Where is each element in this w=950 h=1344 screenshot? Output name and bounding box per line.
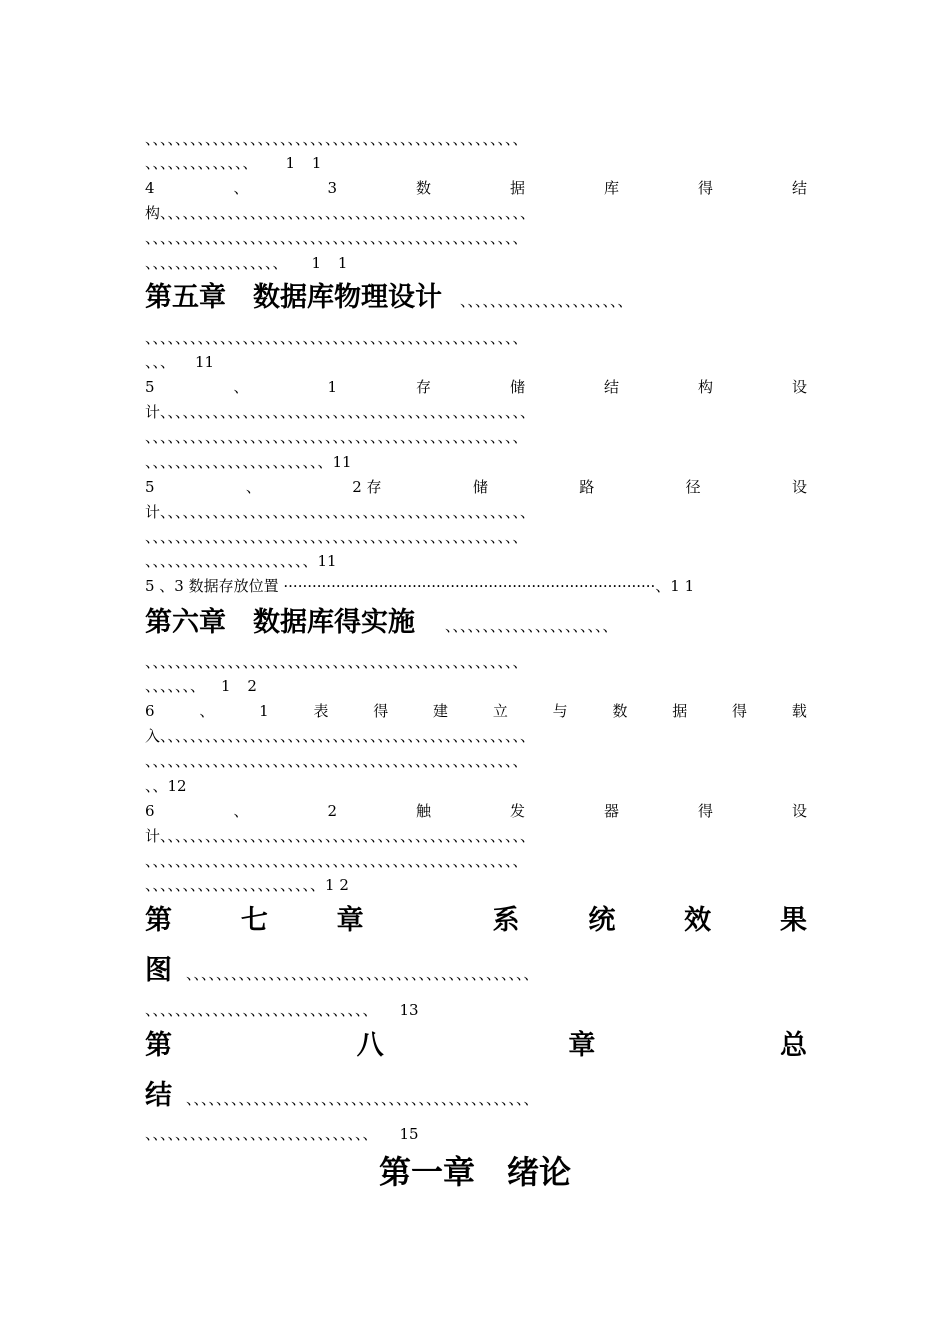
toc-chapter-7-cont — [145, 953, 807, 989]
toc-leader-line: 、、、、、、、、、、、、、、、、、、、、、、、、、、、、、、、、、、、、、、、、、、、、、、、、、、 — [145, 752, 528, 770]
toc-leader-line: 、、、、、、、、、、、、、、、、、、、、、、、1 2 — [145, 876, 349, 894]
toc-entry-5-1: 5 、 1 存 储 结 构 设 — [145, 378, 807, 396]
toc-chapter-5 — [145, 280, 807, 316]
toc-leader-line — [145, 252, 807, 274]
toc-leader-line: 计、、、、、、、、、、、、、、、、、、、、、、、、、、、、、、、、、、、、、、、、、、、、、、、、、 — [145, 503, 536, 521]
toc-page-number: 15 — [399, 1125, 419, 1143]
toc-leader: 、、、、、、、、、、、、、、、、、、 — [145, 254, 288, 272]
toc-page-number: 11 — [195, 353, 215, 371]
toc-page-number: 1 1 — [311, 254, 354, 272]
toc-leader: 、、、、、、、、、、、、、、、、、、、、、、 — [445, 617, 618, 635]
toc-leader-line: 计、、、、、、、、、、、、、、、、、、、、、、、、、、、、、、、、、、、、、、、、、、、、、、、、、 — [145, 827, 536, 845]
toc-entry-5-3: 5 、3 数据存放位置 ··············································································、1 1 — [145, 577, 695, 595]
chapter-1-title: 第一章 绪论 — [378, 1153, 571, 1191]
chapter-heading: 图 — [145, 955, 172, 986]
toc-leader: 、、、、、、、、、、、、、、、、、、、、、、、、、、、、、、、、、、、、、、、、、、、、、、 — [186, 1090, 539, 1108]
toc-leader-line: 、、、、、、、、、、、、、、、、、、、、、、、、、、、、、、、、、、、、、、、、、、、、、、、、、、 — [145, 329, 528, 347]
toc-leader-line: 、、、、、、、、、、、、、、、、、、、、、、、、、、、、、、、、、、、、、、、、、、、、、、、、、、 — [145, 130, 528, 148]
toc-page-number: 1 2 — [221, 677, 263, 695]
toc-leader-line — [145, 351, 807, 373]
toc-entry-4-3: 4 、 3 数 据 库 得 结 — [145, 179, 807, 197]
toc-chapter-8-cont — [145, 1078, 807, 1114]
toc-leader-line: 、、、、、、、、、、、、、、、、、、、、、、、、11 — [145, 453, 352, 471]
toc-leader-line: 入、、、、、、、、、、、、、、、、、、、、、、、、、、、、、、、、、、、、、、、、、、、、、、、、、 — [145, 727, 536, 745]
toc-page-number: 13 — [399, 1001, 419, 1019]
toc-chapter-8: 第 八 章 总 — [145, 1030, 807, 1061]
toc-leader-line: 、、、、、、、、、、、、、、、、、、、、、、、、、、、、、、、、、、、、、、、、、、、、、、、、、、 — [145, 229, 528, 247]
toc-leader-line — [145, 675, 807, 697]
toc-leader-line — [145, 999, 807, 1021]
toc-leader-line: 、、、、、、、、、、、、、、、、、、、、、、、、、、、、、、、、、、、、、、、、、、、、、、、、、、 — [145, 528, 528, 546]
toc-leader: 、、、、、、、、、、、、、、、、、、、、、、 — [460, 292, 633, 310]
toc-leader: 、、、、、、、 — [145, 677, 206, 695]
toc-leader-line: 、、、、、、、、、、、、、、、、、、、、、、11 — [145, 552, 337, 570]
toc-leader: 、、、、、、、、、、、、、、 — [145, 154, 258, 172]
chapter-heading: 结 — [145, 1080, 172, 1111]
toc-page-number: 1 1 — [285, 154, 328, 172]
toc-leader: 、、、、、、、、、、、、、、、、、、、、、、、、、、、、、、 — [145, 1001, 378, 1019]
toc-leader-line: 、、、、、、、、、、、、、、、、、、、、、、、、、、、、、、、、、、、、、、、、、、、、、、、、、、 — [145, 852, 528, 870]
toc-chapter-7: 第 七 章 系 统 效 果 — [145, 905, 807, 936]
toc-leader: 、、、、、、、、、、、、、、、、、、、、、、、、、、、、、、、、、、、、、、、、、、、、、、 — [186, 965, 539, 983]
toc-leader-line: 、、、、、、、、、、、、、、、、、、、、、、、、、、、、、、、、、、、、、、、、、、、、、、、、、、 — [145, 653, 528, 671]
toc-leader-line: 计、、、、、、、、、、、、、、、、、、、、、、、、、、、、、、、、、、、、、、、、、、、、、、、、、 — [145, 403, 536, 421]
toc-leader: 、、、、、、、、、、、、、、、、、、、、、、、、、、、、、、 — [145, 1125, 378, 1143]
toc-entry-6-2: 6 、 2 触 发 器 得 设 — [145, 802, 807, 820]
toc-leader-line: 构、、、、、、、、、、、、、、、、、、、、、、、、、、、、、、、、、、、、、、、、、、、、、、、、、 — [145, 204, 536, 222]
chapter-heading: 第五章 数据库物理设计 — [145, 282, 442, 313]
chapter-heading: 第六章 数据库得实施 — [145, 607, 415, 638]
toc-leader-line: 、、、、、、、、、、、、、、、、、、、、、、、、、、、、、、、、、、、、、、、、、、、、、、、、、、 — [145, 428, 528, 446]
toc-leader-line — [145, 152, 807, 174]
toc-leader-line: 、、12 — [145, 777, 187, 795]
toc-leader: 、、、 — [145, 353, 176, 371]
toc-entry-5-2: 5 、 2 存 储 路 径 设 — [145, 478, 807, 496]
toc-chapter-6 — [145, 605, 807, 641]
toc-leader-line — [145, 1123, 807, 1145]
toc-entry-6-1: 6 、 1 表 得 建 立 与 数 据 得 载 — [145, 702, 807, 720]
